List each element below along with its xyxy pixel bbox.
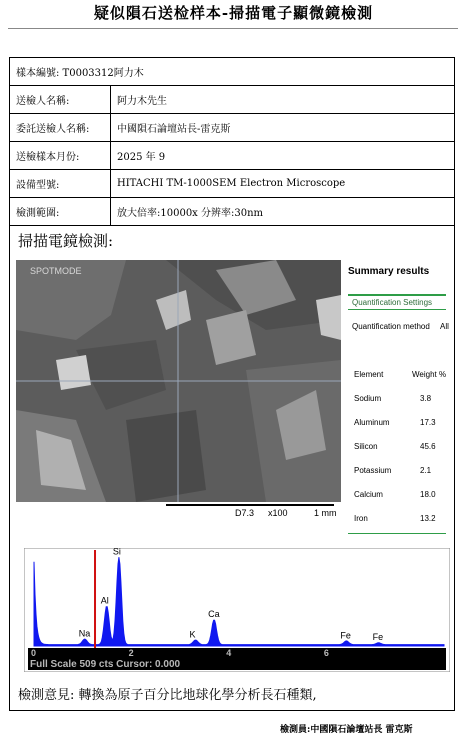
spectrum-peak-label: Al xyxy=(100,595,109,606)
element-weight: 18.0 xyxy=(420,490,436,499)
info-label: 委託送檢人名稱: xyxy=(10,114,111,142)
info-value: 放大倍率:10000x 分辨率:30nm xyxy=(111,198,455,226)
spectrum-peak-label: Si xyxy=(112,548,121,557)
spectrum-peak-label: K xyxy=(189,629,196,640)
element-name: Potassium xyxy=(354,466,392,475)
spectrum-peak-label: Fe xyxy=(340,630,351,641)
spectrum-tick-label: 4 xyxy=(226,648,232,658)
sem-scale-bar xyxy=(16,502,341,522)
info-row xyxy=(10,142,454,170)
info-label: 設備型號: xyxy=(10,170,111,198)
summary-results-panel xyxy=(346,260,452,538)
eds-spectrum-chart xyxy=(24,548,450,672)
info-row xyxy=(10,198,454,226)
sem-micrograph xyxy=(16,260,341,502)
info-row xyxy=(10,170,454,198)
report-sheet xyxy=(9,57,455,711)
settings-rule xyxy=(348,309,446,310)
element-weight: 13.2 xyxy=(420,514,436,523)
weight-column-header: Weight % xyxy=(412,370,447,379)
element-name: Aluminum xyxy=(354,418,390,427)
inspection-opinion: 檢測意見: 轉換為原子百分比地球化學分析長石種類, xyxy=(18,688,317,703)
spectrum-tick-label: 2 xyxy=(128,648,134,658)
spectrum-footer: Full Scale 509 cts Cursor: 0.000 xyxy=(30,659,181,670)
title-divider xyxy=(8,28,458,29)
quantification-method-value: All xyxy=(440,322,449,331)
element-name: Calcium xyxy=(354,490,383,499)
magnification-label: x100 xyxy=(268,508,288,518)
inspector-signature: 檢測員:中國隕石論壇站長 雷克斯 xyxy=(280,725,413,735)
spectrum-peak-label: Na xyxy=(78,628,91,639)
summary-title: Summary results xyxy=(348,266,430,277)
info-value: 阿力木先生 xyxy=(111,86,455,114)
element-name: Silicon xyxy=(354,442,378,451)
info-row xyxy=(10,58,454,86)
info-value: 2025 年 9 xyxy=(111,142,455,170)
info-label: 樣本編號: T0003312阿力木 xyxy=(10,58,454,86)
info-label: 送檢樣本月份: xyxy=(10,142,111,170)
element-weight: 45.6 xyxy=(420,442,436,451)
info-label: 檢測範圍: xyxy=(10,198,111,226)
quantification-settings-label: Quantification Settings xyxy=(352,298,433,307)
quantification-method-label: Quantification method xyxy=(352,322,430,331)
element-weight: 3.8 xyxy=(420,394,432,403)
element-weight: 17.3 xyxy=(420,418,436,427)
sem-section-heading: 掃描電鏡檢測: xyxy=(18,232,114,250)
sample-info-table xyxy=(10,58,454,226)
spectrum-tick-label: 0 xyxy=(31,648,37,658)
info-label: 送檢人名稱: xyxy=(10,86,111,114)
info-row xyxy=(10,86,454,114)
info-value: 中國隕石論壇站長-雷克斯 xyxy=(111,114,455,142)
sem-micrograph-graphic xyxy=(16,260,341,502)
spectrum-tick-label: 6 xyxy=(323,648,329,658)
element-column-header: Element xyxy=(354,370,384,379)
spectrum-peak-label: Fe xyxy=(372,632,384,643)
scale-length-label: 1 mm xyxy=(314,508,337,518)
summary-title-rule xyxy=(348,294,446,296)
element-name: Iron xyxy=(354,514,368,523)
document-title: 疑似隕石送检样本-掃描電子顯微鏡檢測 xyxy=(93,4,374,22)
element-name: Sodium xyxy=(354,394,382,403)
summary-bottom-rule xyxy=(348,533,446,534)
info-row xyxy=(10,114,454,142)
working-distance-label: D7.3 xyxy=(235,508,255,518)
element-weight: 2.1 xyxy=(420,466,432,475)
info-value: HITACHI TM-1000SEM Electron Microscope xyxy=(111,170,455,198)
sem-overlay-text: SPOTMODE xyxy=(30,266,82,276)
scale-line xyxy=(166,504,334,506)
spectrum-peak-label: Ca xyxy=(208,609,220,620)
eds-spectrum xyxy=(24,548,450,672)
